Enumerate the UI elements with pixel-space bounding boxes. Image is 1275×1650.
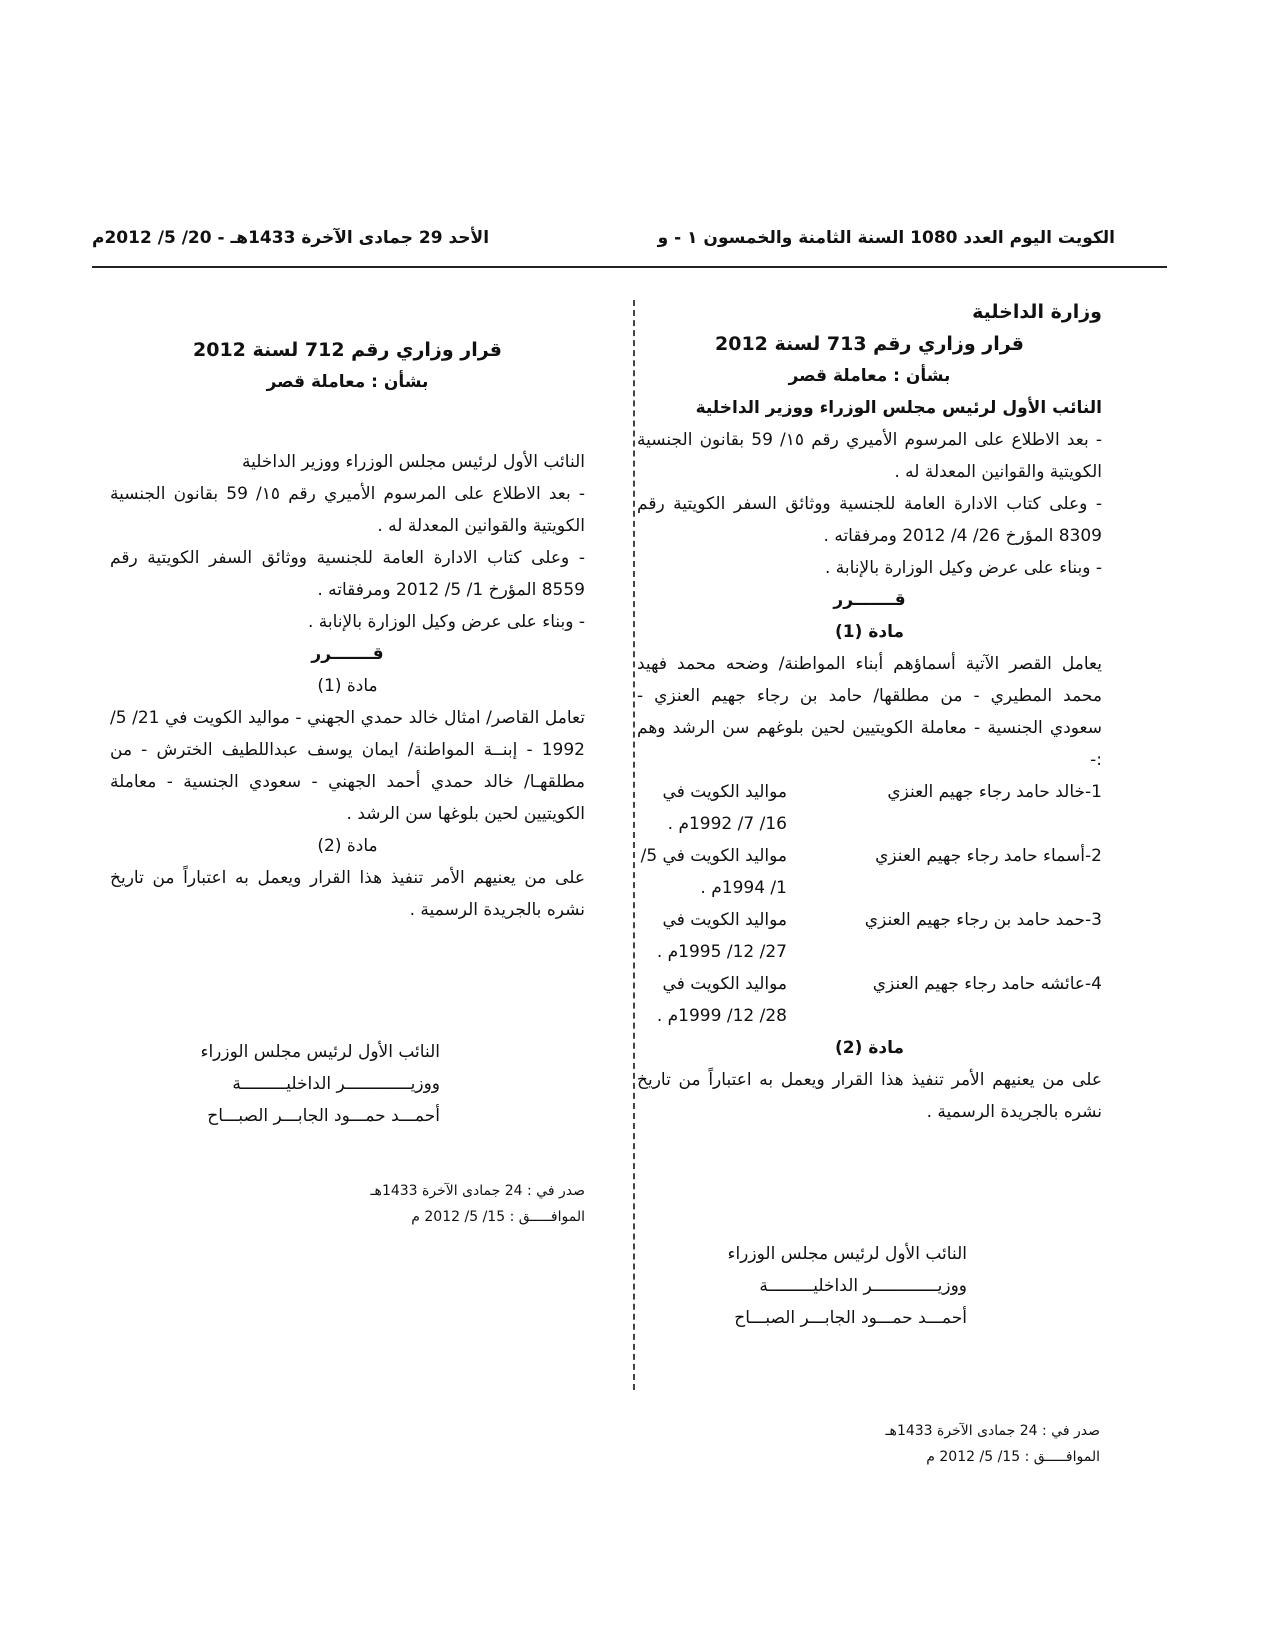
signatory-name: أحمـــد حمـــود الجابـــر الصبـــاح: [734, 1308, 967, 1328]
article-2-heading: مادة (2): [317, 836, 378, 856]
signatory-ministry: ووزيـــــــــــــر الداخليـــــــــة: [232, 1074, 440, 1094]
child-item: [637, 840, 1102, 904]
child-birth: مواليد الكويت في 5/ 1/ 1994م .: [640, 846, 787, 898]
decree-712-signature: [110, 1036, 440, 1132]
issued-date: صدر في : 24 جمادى الآخرة 1433هـ: [885, 1423, 1100, 1439]
decree-713-issuer: النائب الأول لرئيس مجلس الوزراء ووزير الداخلية: [695, 398, 1102, 418]
child-name: 4-عائشه حامد رجاء جهيم العنزي: [872, 974, 1102, 994]
issued-date: صدر في : 24 جمادى الآخرة 1433هـ: [370, 1183, 585, 1199]
signatory-title: النائب الأول لرئيس مجلس الوزراء: [200, 1042, 440, 1062]
corresponding-date: الموافـــــق : 15/ 5/ 2012 م: [411, 1209, 585, 1225]
decide-heading: قـــــــرر: [311, 644, 384, 664]
decree-713-signature: [637, 1238, 967, 1334]
decide-heading: قـــــــرر: [833, 590, 906, 610]
child-name: 3-حمد حامد بن رجاء جهيم العنزي: [864, 910, 1102, 930]
preamble-item: - وعلى كتاب الادارة العامة للجنسية ووثائق السفر الكويتية رقم 8559 المؤرخ 1/ 5/ 2012 ومرفقاته .: [110, 548, 585, 600]
decree-713-issued: [885, 1418, 1100, 1470]
decree-712-issued: [370, 1178, 585, 1230]
signatory-title: النائب الأول لرئيس مجلس الوزراء: [727, 1244, 967, 1264]
ministry-heading: وزارة الداخلية: [972, 301, 1102, 323]
article-2-text: على من يعنيهم الأمر تنفيذ هذا القرار ويعمل به اعتباراً من تاريخ نشره بالجريدة الرسمية .: [110, 868, 585, 920]
signatory-name: أحمـــد حمـــود الجابـــر الصبـــاح: [207, 1106, 440, 1126]
preamble-item: - بعد الاطلاع على المرسوم الأميري رقم ١٥/ 59 بقانون الجنسية الكويتية والقوانين المعدلة له .: [110, 484, 585, 536]
decree-712: [110, 334, 585, 926]
child-birth: مواليد الكويت في 16/ 7/ 1992م .: [662, 782, 787, 834]
child-birth: مواليد الكويت في 27/ 12/ 1995م .: [656, 910, 787, 962]
header-date: الأحد 29 جمادى الآخرة 1433هـ - 20/ 5/ 2012م: [92, 228, 490, 248]
decree-713-title: قرار وزاري رقم 713 لسنة 2012: [715, 333, 1024, 355]
header-rule: [92, 266, 1167, 268]
article-1-text: تعامل القاصر/ امثال خالد حمدي الجهني - مواليد الكويت في 21/ 5/ 1992 - إبنــة المواطنة/ ايمان يوسف عبداللطيف الخترش - من مطلقهـا/ خالد حمدي أحمد الجهني - سعودي الجنسية - معاملة الكويتيين لحين بلوغها سن الرشد .: [110, 708, 585, 824]
child-birth: مواليد الكويت في 28/ 12/ 1999م .: [656, 974, 787, 1026]
preamble-item: - وعلى كتاب الادارة العامة للجنسية ووثائق السفر الكويتية رقم 8309 المؤرخ 26/ 4/ 2012 ومرفقاته .: [637, 494, 1102, 546]
article-2-text: على من يعنيهم الأمر تنفيذ هذا القرار ويعمل به اعتباراً من تاريخ نشره بالجريدة الرسمية .: [637, 1070, 1102, 1122]
child-name: 2-أسماء حامد رجاء جهيم العنزي: [875, 846, 1102, 866]
preamble-item: - وبناء على عرض وكيل الوزارة بالإنابة .: [824, 558, 1102, 578]
decree-713-subject: بشأن : معاملة قصر: [788, 366, 951, 386]
decree-712-title: قرار وزاري رقم 712 لسنة 2012: [193, 339, 502, 361]
article-1-heading: مادة (1): [835, 622, 904, 642]
child-item: [637, 776, 1102, 840]
child-item: [637, 904, 1102, 968]
child-name: 1-خالد حامد رجاء جهيم العنزي: [887, 782, 1102, 802]
article-2-heading: مادة (2): [835, 1038, 904, 1058]
decree-712-subject: بشأن : معاملة قصر: [266, 372, 429, 392]
decree-713: [637, 296, 1102, 1128]
column-divider: [633, 300, 635, 1390]
article-1-heading: مادة (1): [317, 676, 378, 696]
signatory-ministry: ووزيـــــــــــــر الداخليـــــــــة: [759, 1276, 967, 1296]
corresponding-date: الموافـــــق : 15/ 5/ 2012 م: [926, 1449, 1100, 1465]
article-1-text: يعامل القصر الآتية أسماؤهم أبناء المواطنة/ وضحه محمد فهيد محمد المطيري - من مطلقها/ حامد بن رجاء جهيم العنزي - سعودي الجنسية - معاملة الكويتيين لحين بلوغهم سن الرشد وهم :-: [637, 654, 1102, 770]
decree-712-issuer: النائب الأول لرئيس مجلس الوزراء ووزير الداخلية: [241, 452, 585, 472]
preamble-item: - بعد الاطلاع على المرسوم الأميري رقم ١٥/ 59 بقانون الجنسية الكويتية والقوانين المعدلة له .: [637, 430, 1102, 482]
header-issue-info: الكويت اليوم العدد 1080 السنة الثامنة والخمسون ١ - و: [657, 228, 1115, 248]
preamble-item: - وبناء على عرض وكيل الوزارة بالإنابة .: [307, 612, 585, 632]
child-item: [637, 968, 1102, 1032]
